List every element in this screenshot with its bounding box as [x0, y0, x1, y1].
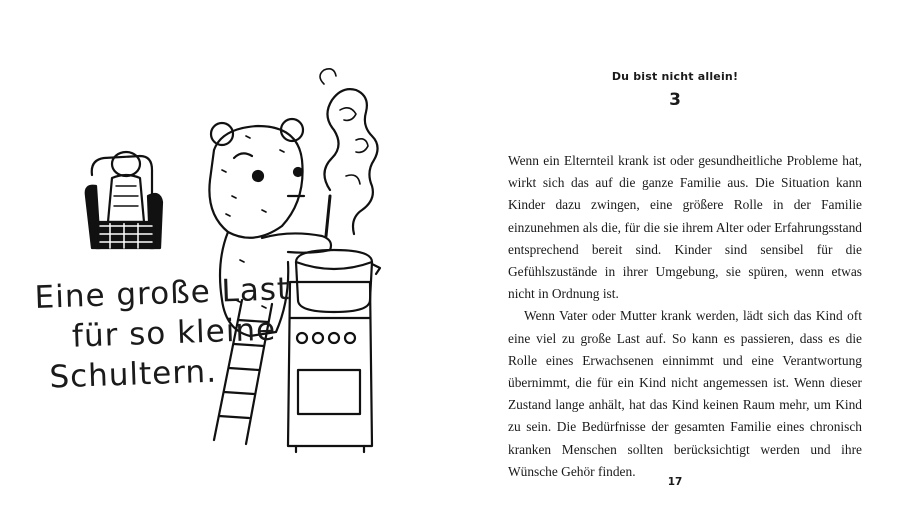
paragraph-2: Wenn Vater oder Mutter krank werden, lädt sich das Kind oft eine viel zu große Last auf. So kann es passieren, dass es die Rolle eines Erwachsenen einnimmt und eine Verantwortung übernimmt, die für ein Kind nicht angemessen ist. Wenn dieser Zustand lange anhält, hat das Kind keinen Raum mehr, um Kind zu sein. Die Bedürfnisse der gesamten Familie eines chronisch kranken Menschen sollten berücksichtigt werden und ihre Wünsche Gehör finden.: [508, 308, 862, 479]
right-page: [450, 0, 900, 530]
headline-line-2: für so kleine: [71, 311, 277, 355]
pot-icon: [296, 196, 380, 312]
stove-icon: [288, 282, 372, 452]
headline-line-1: Eine große Last: [34, 271, 291, 316]
bear-head-icon: [209, 119, 304, 238]
chapter-kicker: Du bist nicht allein!: [611, 70, 739, 83]
armchair-figure-icon: [86, 152, 162, 248]
handwritten-headline: [34, 271, 291, 398]
chapter-number: 3: [669, 90, 681, 110]
body-text: [508, 150, 862, 483]
headline-line-3: Schultern.: [48, 353, 218, 396]
page-number: 17: [667, 476, 683, 488]
paragraph-1: Wenn ein Elternteil krank ist oder gesundheitliche Probleme hat, wirkt sich das auf die ganze Familie aus. Die Situation kann Kinder dazu zwingen, eine größere Rolle in der Familie einzunehmen als die, für die sie ihrem Alter oder Erfahrungsstand entsprechend bereit sind. Kinder sind sensibel für die Gefühlszustände in ihrer Umgebung, sie spüren, wenn etwas nicht in Ordnung ist.: [508, 153, 862, 302]
